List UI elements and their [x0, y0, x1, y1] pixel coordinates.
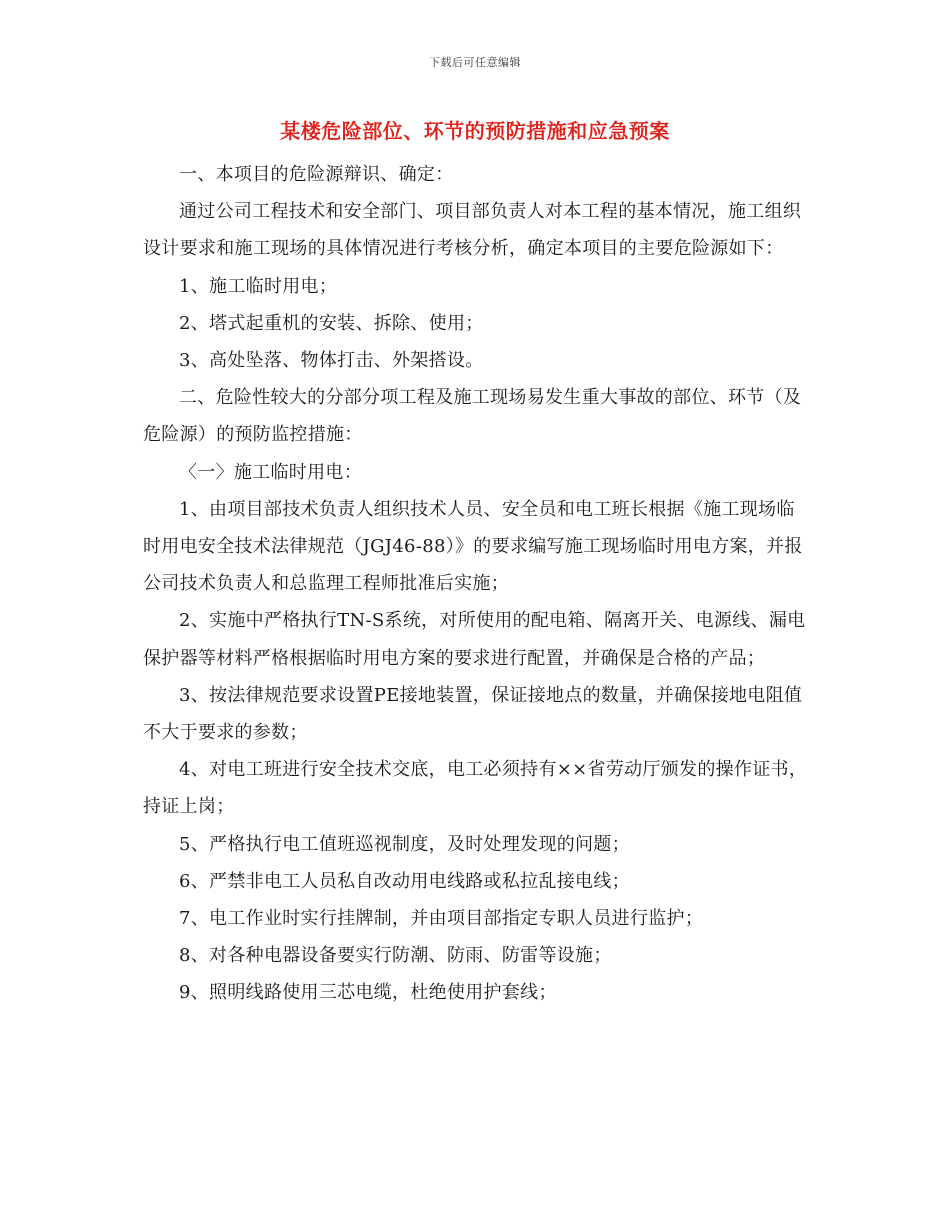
document-body — [143, 156, 811, 1012]
measure-item-3: 3、按法律规范要求设置PE接地装置，保证接地点的数量，并确保接地电阻值不大于要求的参数； — [143, 684, 803, 744]
section-heading-1: 一、本项目的危险源辩识、确定： — [179, 164, 454, 185]
subsection-heading-1: 〈一〉施工临时用电： — [179, 461, 362, 483]
measure-item-8: 8、对各种电器设备要实行防潮、防雨、防雷等设施； — [179, 945, 612, 967]
document-title: 某楼危险部位、环节的预防措施和应急预案 — [280, 119, 670, 143]
measure-item-1: 1、由项目部技术负责人组织技术人员、安全员和电工班长根据《施工现场临时用电安全技术法律规范（JGJ46-88）》的要求编写施工现场临时用电方案，并报公司技术负责人和总监理工程师批准后实施； — [143, 498, 803, 595]
measure-item-9: 9、照明线路使用三芯电缆，杜绝使用护套线； — [179, 982, 557, 1004]
header-note: 下载后可任意编辑 — [429, 56, 521, 69]
hazard-item-2: 2、塔式起重机的安装、拆除、使用； — [179, 312, 484, 334]
hazard-item-3: 3、高处坠落、物体打击、外架搭设。 — [179, 350, 484, 372]
measure-item-4: 4、对电工班进行安全技术交底，电工必须持有××省劳动厅颁发的操作证书，持证上岗； — [143, 759, 808, 818]
intro-paragraph: 通过公司工程技术和安全部门、项目部负责人对本工程的基本情况，施工组织设计要求和施工现场的具体情况进行考核分析，确定本项目的主要危险源如下： — [143, 201, 802, 260]
measure-item-5: 5、严格执行电工值班巡视制度，及时处理发现的问题； — [179, 833, 630, 855]
measure-item-6: 6、严禁非电工人员私自改动用电线路或私拉乱接电线； — [179, 870, 630, 892]
hazard-item-1: 1、施工临时用电； — [179, 275, 338, 297]
measure-item-2: 2、实施中严格执行TN-S系统，对所使用的配电箱、隔离开关、电源线、漏电保护器等材料严格根据临时用电方案的要求进行配置，并确保是合格的产品； — [143, 610, 806, 669]
measure-item-7: 7、电工作业时实行挂牌制，并由项目部指定专职人员进行监护； — [179, 908, 704, 930]
section-heading-2: 二、危险性较大的分部分项工程及施工现场易发生重大事故的部位、环节（及危险源）的预防监控措施： — [143, 387, 802, 446]
